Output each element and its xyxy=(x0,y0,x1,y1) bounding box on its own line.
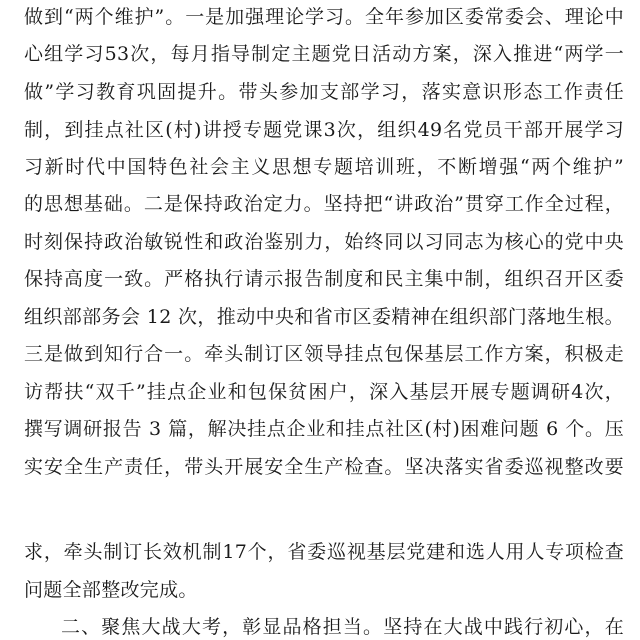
text-line-7: 时刻保持政治敏锐性和政治鉴别力，始终同以习同志为核心的党中央 xyxy=(24,231,624,253)
text-line-3: 做”学习教育巩固提升。带头参加支部学习，落实意识形态工作责任 xyxy=(24,81,624,103)
text-line-13: 实安全生产责任，带头开展安全生产检查。坚决落实省委巡视整改要 xyxy=(24,456,624,478)
text-line-14: 求，牵头制订长效机制17个，省委巡视基层党建和选人用人专项检查 xyxy=(24,541,624,563)
text-line-4: 制，到挂点社区(村)讲授专题党课3次，组织49名党员干部开展学习 xyxy=(24,119,624,141)
text-line-8: 保持高度一致。严格执行请示报告制度和民主集中制，组织召开区委 xyxy=(24,268,624,290)
text-line-10: 三是做到知行合一。牵头制订区领导挂点包保基层工作方案，积极走 xyxy=(24,343,624,365)
text-line-11: 访帮扶“双千”挂点企业和包保贫困户，深入基层开展专题调研4次， xyxy=(24,381,624,403)
text-line-6: 的思想基础。二是保持政治定力。坚持把“讲政治”贯穿工作全过程， xyxy=(24,193,624,215)
text-line-12: 撰写调研报告 3 篇，解决挂点企业和挂点社区(村)困难问题 6 个。压 xyxy=(24,418,624,440)
text-line-1: 做到“两个维护”。一是加强理论学习。全年参加区委常委会、理论中 xyxy=(24,6,624,28)
text-line-5: 习新时代中国特色社会主义思想专题培训班，不断增强“两个维护” xyxy=(24,156,624,178)
text-line-15: 问题全部整改完成。 xyxy=(24,579,198,601)
section-heading-line: 二、聚焦大战大考，彰显品格担当。坚持在大战中践行初心，在 xyxy=(61,616,624,638)
text-line-2: 心组学习53次，每月指导制定主题党日活动方案，深入推进“两学一 xyxy=(24,43,624,65)
text-line-9: 组织部部务会 12 次，推动中央和省市区委精神在组织部门落地生根。 xyxy=(24,306,624,328)
